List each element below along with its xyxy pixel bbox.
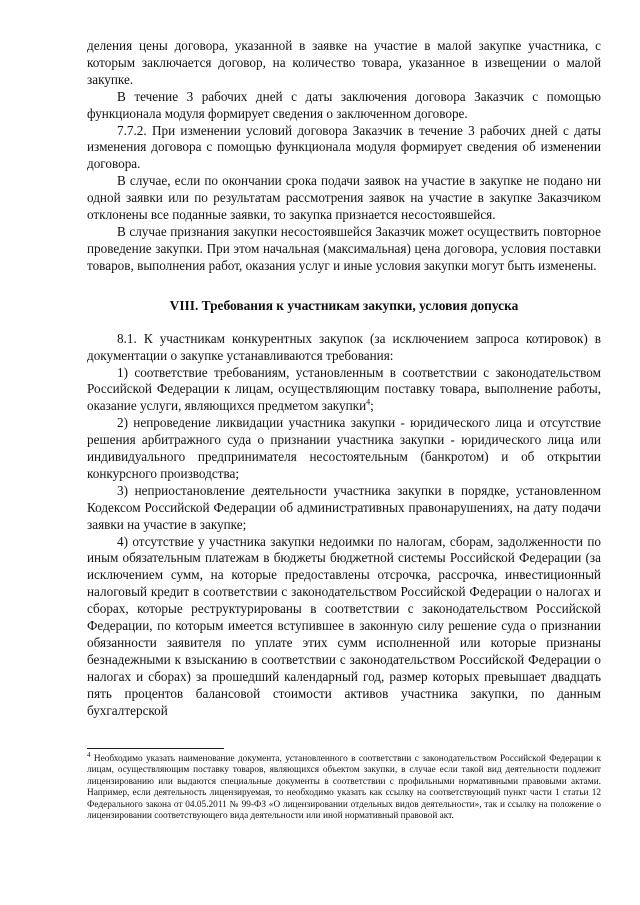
list-item-1-text: 1) соответствие требованиям, установленным в соответствии с законодательством Российской Федерации к лицам, осуществляющим поставку товара, выполнение работы, оказание услуги, являющихся предметом закупки <box>87 364 601 414</box>
footnote-text: Необходимо указать наименование документа, установленного в соответствии с законодательством Российской Федерации к лицам, осуществляющим поставку товаров, являющихся объектом закупки, в случае если такой вид деятельности подлежит лицензированию или выдаются специальные документы в соответствии с профильными нормативными правовыми актами. Например, если деятельность лицензируемая, то необходимо указать как ссылку на соответствующий пункт части 1 статьи 12 Федерального закона от 04.05.2011 № 99-ФЗ «О лицензировании отдельных видов деятельности», так и ссылку на положение о лицензировании соответствующего вида деятельности или иной нормативный правовой акт. <box>87 754 601 822</box>
paragraph-repeat-procurement: В случае признания закупки несостоявшейся Заказчик может осуществить повторное проведение закупки. При этом начальная (максимальная) цена договора, условия поставки товаров, выполнения работ, оказания услуг и иные условия закупки могут быть изменены. <box>87 223 601 273</box>
footnote <box>87 750 601 822</box>
footnote-mark: 4 <box>87 750 91 759</box>
section-heading: VIII. Требования к участникам закупки, условия допуска <box>169 297 519 313</box>
paragraph-contract-info: В течение 3 рабочих дней с даты заключения договора Заказчик с помощью функционала модуля формирует сведения о заключенном договоре. <box>87 88 601 121</box>
paragraph-7-7-2: 7.7.2. При изменении условий договора Заказчик в течение 3 рабочих дней с даты изменения договора с помощью функционала модуля формирует сведения об изменении договора. <box>87 122 601 172</box>
footnote-ref: 4 <box>366 397 371 407</box>
paragraph-8-1: 8.1. К участникам конкурентных закупок (за исключением запроса котировок) в документации о закупке устанавливаются требования: <box>87 330 601 363</box>
list-item-1 <box>87 365 601 416</box>
paragraph-price-division: деления цены договора, указанной в заявке на участие в малой закупке участника, с которым заключается договор, на количество товара, указанное в извещении о малой закупке. <box>87 38 601 87</box>
list-item-2: 2) непроведение ликвидации участника закупки - юридического лица и отсутствие решения арбитражного суда о признании участника закупки - юридического лица или индивидуального предпринимателя несостоятельным (банкротом) и об открытии конкурсного производства; <box>87 415 601 481</box>
paragraph-failed-procurement: В случае, если по окончании срока подачи заявок на участие в закупке не подано ни одной заявки или по результатам рассмотрения заявок на участие в закупке Заказчиком отклонены все поданные заявки, то закупка признается несостоявшейся. <box>87 173 601 223</box>
list-item-4: 4) отсутствие у участника закупки недоимки по налогам, сборам, задолженности по иным обязательным платежам в бюджеты бюджетной системы Российской Федерации (за исключением сумм, на которые предоставлены отсрочка, рассрочка, инвестиционный налоговый кредит в соответствии с законодательством Российской Федерации о налогах и сборах, которые реструктурированы в соответствии с законодательством Российской Федерации, по которым имеется вступившее в законную силу решение суда о признании обязанности заявителя по уплате этих сумм исполненной или которые признаны безнадежными к взысканию в соответствии с законодательством Российской Федерации о налогах и сборах) за прошедший календарный год, размер которых превышает двадцать пять процентов балансовой стоимости активов участника закупки, по данным бухгалтерской <box>87 533 601 718</box>
body-text <box>87 38 601 720</box>
list-item-1-end: ; <box>370 398 374 414</box>
list-item-3: 3) неприостановление деятельности участника закупки в порядке, установленном Кодексом Российской Федерации об административных правонарушениях, на дату подачи заявки на участие в закупке; <box>87 482 601 532</box>
footnote-separator <box>87 748 224 749</box>
